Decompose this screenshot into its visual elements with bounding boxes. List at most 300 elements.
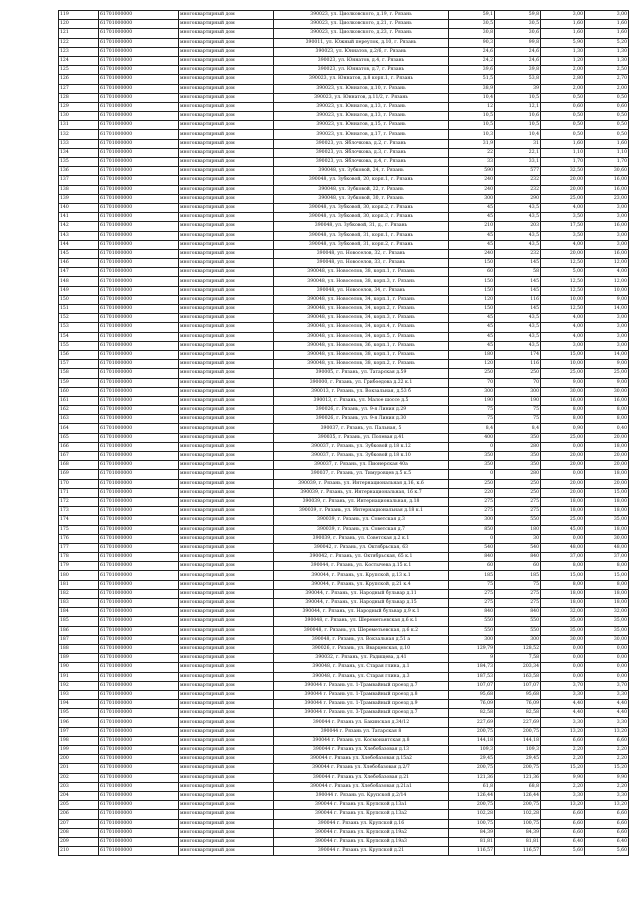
- table-row: [59, 295, 629, 304]
- row-number-cell: 148: [59, 277, 99, 286]
- building-type-cell: многоквартирный дом: [179, 314, 274, 323]
- oktmo-code-cell: 61701000000: [99, 332, 179, 341]
- value-1-cell: 150: [449, 277, 495, 286]
- address-cell: 390023, ул. Юннатов, д.10, г. Рязань: [274, 84, 449, 93]
- table-row: [59, 782, 629, 791]
- building-type-cell: многоквартирный дом: [179, 452, 274, 461]
- oktmo-code-cell: 61701000000: [99, 29, 179, 38]
- building-type-cell: многоквартирный дом: [179, 791, 274, 800]
- value-3-cell: 6,60: [541, 828, 585, 837]
- value-2-cell: 203: [495, 222, 541, 231]
- value-1-cell: 840: [449, 553, 495, 562]
- building-type-cell: многоквартирный дом: [179, 626, 274, 635]
- value-3-cell: 2,00: [541, 84, 585, 93]
- row-number-cell: 201: [59, 764, 99, 773]
- value-4-cell: 18,00: [585, 497, 629, 506]
- value-3-cell: 2,80: [541, 75, 585, 84]
- value-2-cell: 290: [495, 194, 541, 203]
- value-2-cell: 550: [495, 617, 541, 626]
- value-3-cell: 25,00: [541, 369, 585, 378]
- table-row: [59, 617, 629, 626]
- value-4-cell: 10,00: [585, 286, 629, 295]
- address-cell: 390048, ул. Зубковой, 30, корп.2, г. Рязань: [274, 203, 449, 212]
- row-number-cell: 193: [59, 690, 99, 699]
- value-1-cell: 240: [449, 176, 495, 185]
- value-1-cell: 550: [449, 626, 495, 635]
- address-cell: 390013, г. Рязань, ул. Вокзальная, д.53 б: [274, 387, 449, 396]
- value-2-cell: 24,6: [495, 56, 541, 65]
- row-number-cell: 179: [59, 562, 99, 571]
- value-1-cell: 200,75: [449, 801, 495, 810]
- value-1-cell: 45: [449, 213, 495, 222]
- value-4-cell: 16,00: [585, 176, 629, 185]
- address-cell: 390048, ул. Зубковой, 30, корп.3, г. Рязань: [274, 213, 449, 222]
- row-number-cell: 136: [59, 167, 99, 176]
- oktmo-code-cell: 61701000000: [99, 571, 179, 580]
- table-row: [59, 635, 629, 644]
- address-cell: 390037, г. Рязань, ул. Зубковой д.18 к.10: [274, 452, 449, 461]
- building-type-cell: многоквартирный дом: [179, 231, 274, 240]
- value-4-cell: 4,40: [585, 709, 629, 718]
- address-cell: 390023, ул. Яблочкова, д.3, г. Рязань: [274, 148, 449, 157]
- table-row: [59, 350, 629, 359]
- value-1-cell: 144,18: [449, 736, 495, 745]
- building-type-cell: многоквартирный дом: [179, 56, 274, 65]
- oktmo-code-cell: 61701000000: [99, 553, 179, 562]
- oktmo-code-cell: 61701000000: [99, 167, 179, 176]
- value-3-cell: 4,00: [541, 203, 585, 212]
- oktmo-code-cell: 61701000000: [99, 176, 179, 185]
- address-cell: 390044 г. Рязань ул. Крупской д.16: [274, 819, 449, 828]
- oktmo-code-cell: 61701000000: [99, 314, 179, 323]
- value-2-cell: 350: [495, 433, 541, 442]
- row-number-cell: 170: [59, 479, 99, 488]
- building-type-cell: многоквартирный дом: [179, 847, 274, 856]
- address-cell: 390026, г. Рязань, ул. 9-я Линия д.29: [274, 406, 449, 415]
- value-2-cell: 300: [495, 387, 541, 396]
- address-cell: 390044 г. Рязань ул. Татарская 8: [274, 727, 449, 736]
- oktmo-code-cell: 61701000000: [99, 700, 179, 709]
- building-type-cell: многоквартирный дом: [179, 47, 274, 56]
- value-3-cell: 0,50: [541, 121, 585, 130]
- value-2-cell: 43,5: [495, 240, 541, 249]
- building-type-cell: многоквартирный дом: [179, 819, 274, 828]
- oktmo-code-cell: 61701000000: [99, 213, 179, 222]
- value-4-cell: 37,00: [585, 553, 629, 562]
- building-type-cell: многоквартирный дом: [179, 700, 274, 709]
- value-1-cell: 200,75: [449, 764, 495, 773]
- address-cell: 390023, ул. Циолковского, д.19, г. Рязань: [274, 11, 449, 20]
- value-1-cell: 120: [449, 295, 495, 304]
- value-2-cell: 145: [495, 277, 541, 286]
- row-number-cell: 122: [59, 38, 99, 47]
- address-cell: 390023, ул. Юннатов, д.13, г. Рязань: [274, 102, 449, 111]
- row-number-cell: 162: [59, 406, 99, 415]
- table-row: [59, 139, 629, 148]
- value-2-cell: 43,5: [495, 203, 541, 212]
- value-1-cell: 70: [449, 378, 495, 387]
- table-row: [59, 378, 629, 387]
- value-1-cell: 33: [449, 158, 495, 167]
- value-3-cell: 8,00: [541, 406, 585, 415]
- oktmo-code-cell: 61701000000: [99, 20, 179, 29]
- row-number-cell: 143: [59, 231, 99, 240]
- table-row: [59, 644, 629, 653]
- address-cell: 390044 г. Рязань ул. Хлебобазовая д.21: [274, 773, 449, 782]
- table-row: [59, 47, 629, 56]
- value-1-cell: 45: [449, 240, 495, 249]
- oktmo-code-cell: 61701000000: [99, 690, 179, 699]
- table-row: [59, 442, 629, 451]
- building-type-cell: многоквартирный дом: [179, 644, 274, 653]
- table-row: [59, 314, 629, 323]
- oktmo-code-cell: 61701000000: [99, 488, 179, 497]
- table-row: [59, 29, 629, 38]
- address-cell: 390039, г. Рязань, ул. Интернациональная д.16, к.6: [274, 479, 449, 488]
- building-type-cell: многоквартирный дом: [179, 488, 274, 497]
- building-type-cell: многоквартирный дом: [179, 433, 274, 442]
- row-number-cell: 186: [59, 626, 99, 635]
- building-type-cell: многоквартирный дом: [179, 507, 274, 516]
- value-4-cell: 6,60: [585, 736, 629, 745]
- value-1-cell: 300: [449, 387, 495, 396]
- address-cell: 390013, г. Рязань, ул. Малое шоссе д.5: [274, 396, 449, 405]
- value-1-cell: 102,28: [449, 810, 495, 819]
- table-row: [59, 424, 629, 433]
- oktmo-code-cell: 61701000000: [99, 828, 179, 837]
- row-number-cell: 152: [59, 314, 99, 323]
- value-4-cell: 3,00: [585, 341, 629, 350]
- value-3-cell: 12,50: [541, 259, 585, 268]
- value-4-cell: 3,00: [585, 203, 629, 212]
- value-4-cell: 30,00: [585, 387, 629, 396]
- value-2-cell: 203,34: [495, 663, 541, 672]
- building-type-cell: многоквартирный дом: [179, 121, 274, 130]
- building-type-cell: многоквартирный дом: [179, 497, 274, 506]
- value-1-cell: 12: [449, 102, 495, 111]
- value-3-cell: 5,90: [541, 38, 585, 47]
- row-number-cell: 140: [59, 203, 99, 212]
- row-number-cell: 177: [59, 543, 99, 552]
- value-3-cell: 1,60: [541, 29, 585, 38]
- value-2-cell: 102,28: [495, 810, 541, 819]
- value-1-cell: 22: [449, 148, 495, 157]
- address-cell: 390048, ул. Новоселов, 34, корп.4, г. Рязань: [274, 323, 449, 332]
- value-1-cell: 24,2: [449, 56, 495, 65]
- row-number-cell: 151: [59, 305, 99, 314]
- value-3-cell: 5,00: [541, 268, 585, 277]
- value-1-cell: 60: [449, 562, 495, 571]
- value-1-cell: 300: [449, 516, 495, 525]
- building-type-cell: многоквартирный дом: [179, 837, 274, 846]
- building-type-cell: многоквартирный дом: [179, 268, 274, 277]
- oktmo-code-cell: 61701000000: [99, 424, 179, 433]
- value-1-cell: 850: [449, 525, 495, 534]
- value-3-cell: 2,20: [541, 755, 585, 764]
- oktmo-code-cell: 61701000000: [99, 93, 179, 102]
- oktmo-code-cell: 61701000000: [99, 130, 179, 139]
- value-1-cell: 45: [449, 332, 495, 341]
- building-type-cell: многоквартирный дом: [179, 755, 274, 764]
- address-cell: 390026, г. Рязань, ул. Вварцевская, д.10: [274, 644, 449, 653]
- value-4-cell: 2,20: [585, 755, 629, 764]
- table-row: [59, 130, 629, 139]
- value-2-cell: 99,8: [495, 38, 541, 47]
- table-row: [59, 507, 629, 516]
- oktmo-code-cell: 61701000000: [99, 249, 179, 258]
- value-2-cell: 116,57: [495, 847, 541, 856]
- table-row: [59, 259, 629, 268]
- building-type-cell: многоквартирный дом: [179, 396, 274, 405]
- oktmo-code-cell: 61701000000: [99, 672, 179, 681]
- value-1-cell: 185: [449, 571, 495, 580]
- address-cell: 390023, ул. Юннатов, д.7, г. Рязань: [274, 66, 449, 75]
- value-1-cell: 45: [449, 231, 495, 240]
- oktmo-code-cell: 61701000000: [99, 442, 179, 451]
- value-2-cell: 22,1: [495, 148, 541, 157]
- row-number-cell: 172: [59, 497, 99, 506]
- address-cell: 390044 г. Рязань ул. Бакинская д.34/12: [274, 718, 449, 727]
- row-number-cell: 141: [59, 213, 99, 222]
- value-2-cell: 190: [495, 396, 541, 405]
- value-2-cell: 145: [495, 286, 541, 295]
- building-type-cell: многоквартирный дом: [179, 562, 274, 571]
- address-cell: 390044 г. Рязань ул. Космонавтская д.8: [274, 736, 449, 745]
- row-number-cell: 205: [59, 801, 99, 810]
- oktmo-code-cell: 61701000000: [99, 240, 179, 249]
- table-row: [59, 167, 629, 176]
- value-1-cell: 10,3: [449, 130, 495, 139]
- building-type-cell: многоквартирный дом: [179, 38, 274, 47]
- value-4-cell: 1,60: [585, 20, 629, 29]
- oktmo-code-cell: 61701000000: [99, 461, 179, 470]
- value-3-cell: 20,00: [541, 479, 585, 488]
- row-number-cell: 190: [59, 663, 99, 672]
- row-number-cell: 139: [59, 194, 99, 203]
- row-number-cell: 187: [59, 635, 99, 644]
- table-row: [59, 571, 629, 580]
- table-row: [59, 185, 629, 194]
- oktmo-code-cell: 61701000000: [99, 801, 179, 810]
- value-2-cell: 33,1: [495, 158, 541, 167]
- value-2-cell: 280: [495, 442, 541, 451]
- value-4-cell: 3,30: [585, 718, 629, 727]
- row-number-cell: 183: [59, 599, 99, 608]
- address-cell: 390048, ул. Зубковой, 31, корп.1, г. Рязань: [274, 231, 449, 240]
- building-type-cell: многоквартирный дом: [179, 102, 274, 111]
- value-3-cell: 20,00: [541, 461, 585, 470]
- value-2-cell: 200,75: [495, 764, 541, 773]
- value-1-cell: 250: [449, 369, 495, 378]
- row-number-cell: 174: [59, 516, 99, 525]
- value-4-cell: 20,00: [585, 433, 629, 442]
- oktmo-code-cell: 61701000000: [99, 360, 179, 369]
- row-number-cell: 181: [59, 580, 99, 589]
- address-cell: 390044, г. Рязань, ул. Костычева д.15 к.1: [274, 562, 449, 571]
- value-3-cell: 3,30: [541, 718, 585, 727]
- address-cell: 390048, ул. Зубковой, 30, г. Рязань: [274, 194, 449, 203]
- value-1-cell: 220: [449, 488, 495, 497]
- value-4-cell: 9,00: [585, 378, 629, 387]
- row-number-cell: 204: [59, 791, 99, 800]
- value-1-cell: 0: [449, 442, 495, 451]
- value-2-cell: 200,75: [495, 727, 541, 736]
- value-2-cell: 185: [495, 571, 541, 580]
- row-number-cell: 161: [59, 396, 99, 405]
- building-type-cell: многоквартирный дом: [179, 249, 274, 258]
- value-3-cell: 1,20: [541, 56, 585, 65]
- value-1-cell: 29,45: [449, 755, 495, 764]
- building-type-cell: многоквартирный дом: [179, 185, 274, 194]
- address-cell: 390044, г. Рязань, ул. Крупской, д.21 к.4: [274, 580, 449, 589]
- value-1-cell: 75: [449, 406, 495, 415]
- row-number-cell: 210: [59, 847, 99, 856]
- oktmo-code-cell: 61701000000: [99, 452, 179, 461]
- oktmo-code-cell: 61701000000: [99, 84, 179, 93]
- oktmo-code-cell: 61701000000: [99, 286, 179, 295]
- value-4-cell: 18,00: [585, 599, 629, 608]
- value-3-cell: 6,40: [541, 837, 585, 846]
- row-number-cell: 180: [59, 571, 99, 580]
- address-cell: 390048, ул. Новоселов, 38, корп.3, г. Рязань: [274, 277, 449, 286]
- value-4-cell: 13,20: [585, 801, 629, 810]
- table-row: [59, 360, 629, 369]
- row-number-cell: 129: [59, 102, 99, 111]
- value-3-cell: 4,40: [541, 709, 585, 718]
- address-cell: 390048, г. Рязань, ул. Шереметьевская д.6 к.1: [274, 617, 449, 626]
- value-1-cell: 840: [449, 608, 495, 617]
- building-type-cell: многоквартирный дом: [179, 112, 274, 121]
- value-2-cell: 145: [495, 259, 541, 268]
- value-3-cell: 15,20: [541, 764, 585, 773]
- row-number-cell: 134: [59, 148, 99, 157]
- table-row: [59, 158, 629, 167]
- value-2-cell: 577: [495, 167, 541, 176]
- value-4-cell: 3,00: [585, 213, 629, 222]
- table-row: [59, 56, 629, 65]
- value-2-cell: 12,1: [495, 102, 541, 111]
- value-1-cell: 76,09: [449, 700, 495, 709]
- table-row: [59, 700, 629, 709]
- oktmo-code-cell: 61701000000: [99, 782, 179, 791]
- oktmo-code-cell: 61701000000: [99, 580, 179, 589]
- building-type-cell: многоквартирный дом: [179, 525, 274, 534]
- oktmo-code-cell: 61701000000: [99, 810, 179, 819]
- value-3-cell: 1,30: [541, 47, 585, 56]
- value-2-cell: 59,8: [495, 11, 541, 20]
- row-number-cell: 176: [59, 534, 99, 543]
- value-1-cell: 31,9: [449, 139, 495, 148]
- value-1-cell: 38,9: [449, 84, 495, 93]
- row-number-cell: 167: [59, 452, 99, 461]
- oktmo-code-cell: 61701000000: [99, 525, 179, 534]
- row-number-cell: 142: [59, 222, 99, 231]
- row-number-cell: 155: [59, 341, 99, 350]
- address-cell: 390044 г. Рязань ул. 1-Трамвайный проезд д.9: [274, 700, 449, 709]
- value-3-cell: 12,50: [541, 305, 585, 314]
- value-2-cell: 174: [495, 350, 541, 359]
- row-number-cell: 135: [59, 158, 99, 167]
- value-2-cell: 275: [495, 507, 541, 516]
- value-4-cell: 9,00: [585, 360, 629, 369]
- value-1-cell: 200,75: [449, 727, 495, 736]
- address-cell: 390048, ул. Новоселов, 38, корп.1, г. Рязань: [274, 268, 449, 277]
- value-4-cell: 30,00: [585, 534, 629, 543]
- row-number-cell: 159: [59, 378, 99, 387]
- oktmo-code-cell: 61701000000: [99, 479, 179, 488]
- building-type-cell: многоквартирный дом: [179, 75, 274, 84]
- value-4-cell: 12,00: [585, 259, 629, 268]
- row-number-cell: 128: [59, 93, 99, 102]
- row-number-cell: 194: [59, 700, 99, 709]
- value-3-cell: 4,00: [541, 332, 585, 341]
- value-2-cell: 300: [495, 635, 541, 644]
- value-3-cell: 0,00: [541, 663, 585, 672]
- oktmo-code-cell: 61701000000: [99, 323, 179, 332]
- value-4-cell: 3,30: [585, 690, 629, 699]
- value-1-cell: 45: [449, 341, 495, 350]
- oktmo-code-cell: 61701000000: [99, 259, 179, 268]
- row-number-cell: 185: [59, 617, 99, 626]
- value-3-cell: 32,00: [541, 608, 585, 617]
- value-1-cell: 9: [449, 654, 495, 663]
- value-2-cell: 540: [495, 543, 541, 552]
- value-2-cell: 29,45: [495, 755, 541, 764]
- oktmo-code-cell: 61701000000: [99, 608, 179, 617]
- value-4-cell: 1,60: [585, 29, 629, 38]
- address-cell: 390039, г. Рязань, ул. Советская д.2 к.1: [274, 534, 449, 543]
- building-type-cell: многоквартирный дом: [179, 286, 274, 295]
- value-1-cell: 275: [449, 589, 495, 598]
- address-cell: 390039, г. Рязань, ул. Советская д.7: [274, 525, 449, 534]
- building-type-cell: многоквартирный дом: [179, 543, 274, 552]
- oktmo-code-cell: 61701000000: [99, 764, 179, 773]
- table-row: [59, 497, 629, 506]
- oktmo-code-cell: 61701000000: [99, 387, 179, 396]
- value-4-cell: 1,30: [585, 47, 629, 56]
- table-row: [59, 66, 629, 75]
- table-row: [59, 268, 629, 277]
- value-4-cell: 18,00: [585, 442, 629, 451]
- row-number-cell: 184: [59, 608, 99, 617]
- oktmo-code-cell: 61701000000: [99, 56, 179, 65]
- value-2-cell: 76,09: [495, 700, 541, 709]
- value-3-cell: 20,00: [541, 488, 585, 497]
- value-2-cell: 43,5: [495, 231, 541, 240]
- value-4-cell: 8,00: [585, 580, 629, 589]
- row-number-cell: 132: [59, 130, 99, 139]
- building-type-cell: многоквартирный дом: [179, 727, 274, 736]
- row-number-cell: 138: [59, 185, 99, 194]
- oktmo-code-cell: 61701000000: [99, 75, 179, 84]
- value-4-cell: 6,60: [585, 819, 629, 828]
- value-1-cell: 30,8: [449, 29, 495, 38]
- value-4-cell: 6,60: [585, 810, 629, 819]
- building-type-cell: многоквартирный дом: [179, 240, 274, 249]
- building-type-cell: многоквартирный дом: [179, 736, 274, 745]
- table-row: [59, 773, 629, 782]
- oktmo-code-cell: 61701000000: [99, 847, 179, 856]
- table-row: [59, 341, 629, 350]
- value-4-cell: 20,00: [585, 452, 629, 461]
- oktmo-code-cell: 61701000000: [99, 148, 179, 157]
- oktmo-code-cell: 61701000000: [99, 396, 179, 405]
- value-1-cell: 45: [449, 203, 495, 212]
- value-3-cell: 10,00: [541, 360, 585, 369]
- table-row: [59, 580, 629, 589]
- value-3-cell: 17,50: [541, 222, 585, 231]
- value-4-cell: 35,00: [585, 626, 629, 635]
